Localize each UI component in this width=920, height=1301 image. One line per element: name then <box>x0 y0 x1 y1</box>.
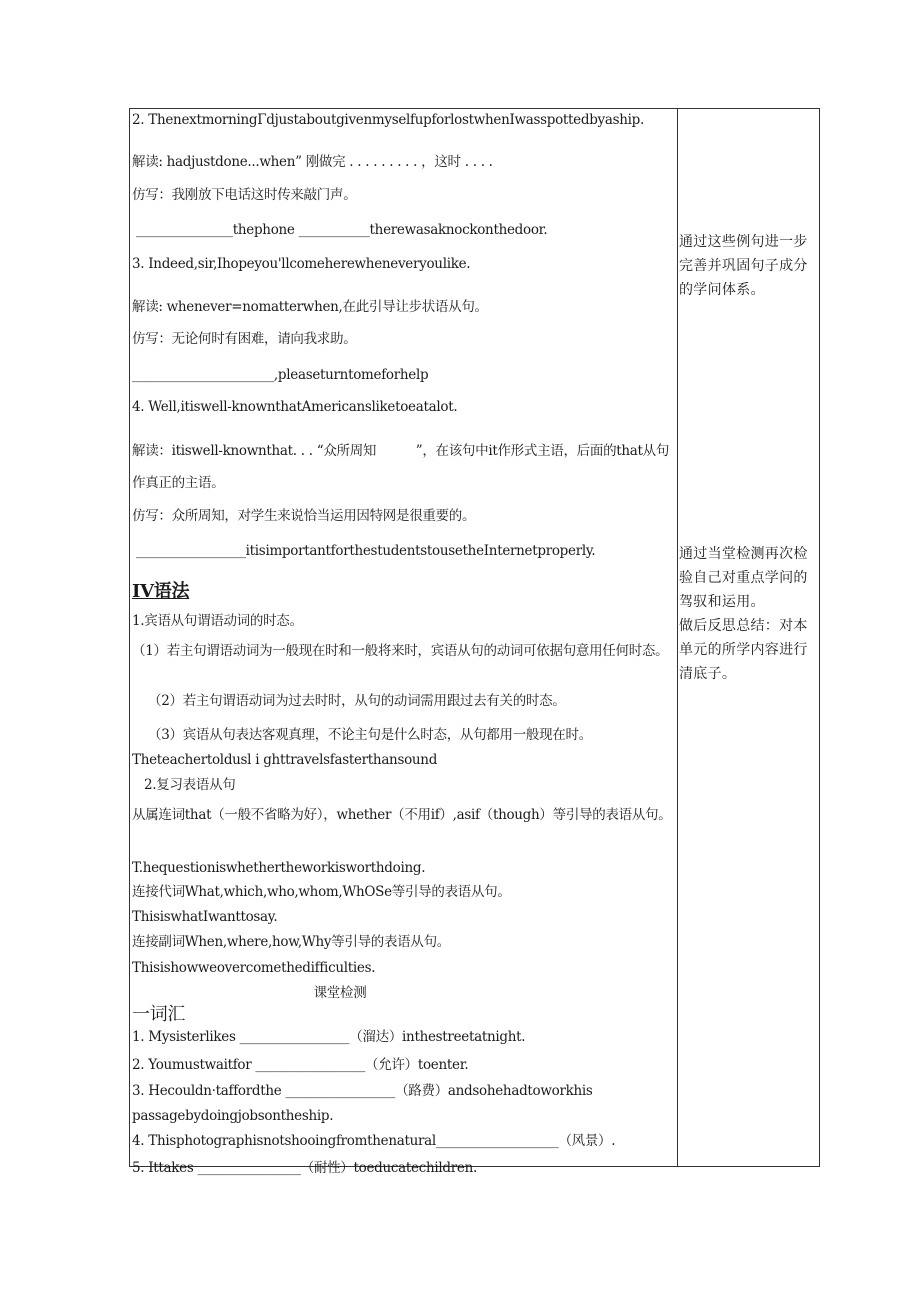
sentence-4-note: 解读：itiswell-knownthat. . . “众所周知 ”，在该句中it作形式主语，后面的that从句作真正的主语。 <box>132 443 670 491</box>
sentence-2-blank: _______________thephone ___________therewasaknockonthedoor. <box>136 222 548 238</box>
sentence-2-imitate: 仿写：我刚放下电话这时传来敲门声。 <box>132 187 357 203</box>
grammar-point-1-2: （2）若主句谓语动词为过去时时，从句的动词需用跟过去有关的时态。 <box>148 693 566 709</box>
grammar-point-2-a-example: T.hequestioniswhethertheworkisworthdoing. <box>132 860 426 876</box>
notes-column <box>678 109 820 1166</box>
grammar-point-2-b: 连接代词What,which,who,whom,WhOSe等引导的表语从句。 <box>132 884 511 900</box>
lesson-table <box>129 108 820 1176</box>
note-class-test: 通过当堂检测再次检验自己对重点学问的驾驭和运用。 <box>679 546 808 610</box>
sentence-4: 4. Well,itiswell-knownthatAmericansliketoeatalot. <box>132 399 458 415</box>
grammar-point-2: 2.复习表语从句 <box>144 777 236 793</box>
note-sentence-patterns: 通过这些例句进一步完善并巩固句子成分的学问体系。 <box>679 234 808 298</box>
vocab-question-3-cont: passagebydoingjobsontheship. <box>132 1108 334 1124</box>
grammar-heading: IV语法 <box>132 581 190 602</box>
note-reflection: 做后反思总结：对本单元的所学内容进行清底子。 <box>679 618 808 682</box>
grammar-point-2-b-example: ThisiswhatIwanttosay. <box>132 909 278 925</box>
vocab-question-5: 5. Ittakes ________________（耐性）toeducatechildren. <box>132 1160 477 1176</box>
vocab-question-3: 3. Hecouldn·taffordthe _________________（路费）andsohehadtoworkhis <box>132 1083 593 1099</box>
sentence-3-note: 解读: whenever=nomatterwhen,在此引导让步状语从句。 <box>132 299 488 315</box>
content-column <box>130 109 676 1176</box>
vocab-question-2: 2. Youmustwaitfor _________________（允许）toenter. <box>132 1057 469 1073</box>
vocab-heading: 一词汇 <box>132 1004 186 1025</box>
grammar-point-2-a: 从属连词that（一般不省略为好），whether（不用if）,asif（though）等引导的表语从句。 <box>132 807 672 823</box>
sentence-3-blank: ______________________,pleaseturntomeforhelp <box>132 367 429 383</box>
sentence-2-note: 解读: hadjustdone...when” 刚做完 . . . . . . . . . ，这时 . . . . <box>132 154 493 170</box>
grammar-point-1-3: （3）宾语从句表达客观真理，不论主句是什么时态，从句都用一般现在时。 <box>148 727 592 743</box>
vocab-question-1: 1. Mysisterlikes _________________（溜达）inthestreetatnight. <box>132 1029 526 1045</box>
grammar-point-2-c: 连接副词When,where,how,Why等引导的表语从句。 <box>132 934 450 950</box>
grammar-point-1: 1.宾语从句谓语动词的时态。 <box>132 613 303 629</box>
vocab-question-4: 4. Thisphotographisnotshooingfromthenatural___________________（风景）. <box>132 1133 616 1149</box>
sentence-4-blank: _________________itisimportantforthestudentstousetheInternetproperly. <box>136 543 596 559</box>
sentence-3: 3. Indeed,sir,Ihopeyou'llcomeherewheneveryoulike. <box>132 256 471 272</box>
sentence-3-imitate: 仿写：无论何时有困难，请向我求助。 <box>132 331 357 347</box>
sentence-2: 2. ThenextmorningΓdjustaboutgivenmyselfupforlostwhenIwasspottedbyaship. <box>132 112 645 128</box>
grammar-point-2-c-example: Thisishowweovercomethedifficulties. <box>132 960 376 976</box>
sentence-4-imitate: 仿写：众所周知，对学生来说恰当运用因特网是很重要的。 <box>132 508 476 524</box>
test-heading: 课堂检测 <box>313 985 367 1001</box>
grammar-point-1-1: （1）若主句谓语动词为一般现在时和一般将来时，宾语从句的动词可依据句意用任何时态。 <box>132 643 669 659</box>
grammar-point-1-example: Theteachertoldusl i ghttravelsfasterthansound <box>132 752 438 768</box>
